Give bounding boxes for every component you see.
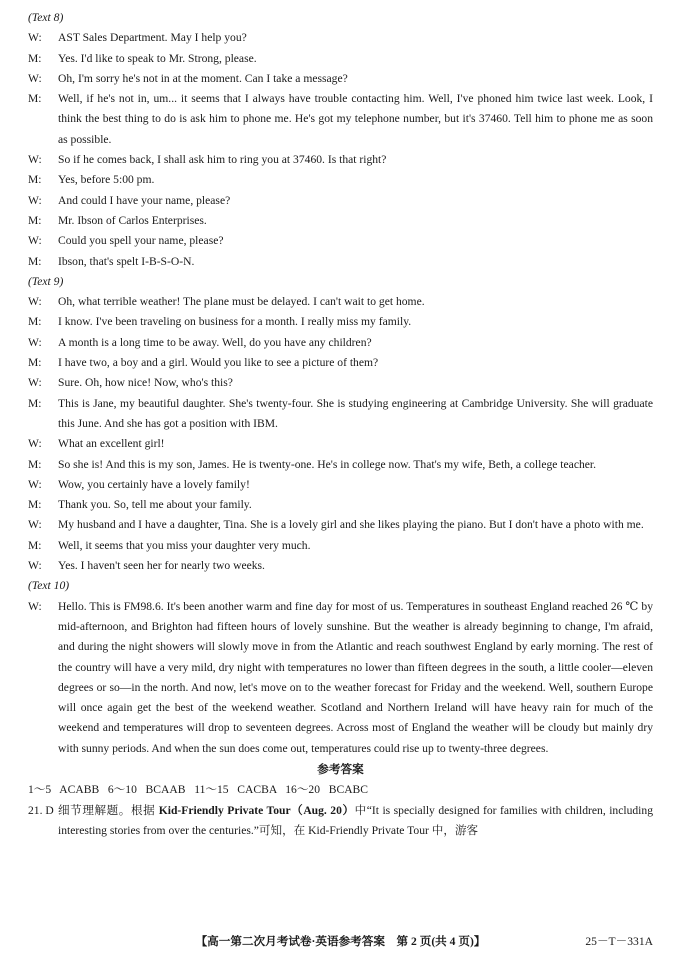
- line-text: I have two, a boy and a girl. Would you like to see a picture of them?: [58, 356, 379, 370]
- speaker-label: W:: [28, 71, 42, 85]
- item-21-text-pre: 细节理解题。根据: [58, 803, 159, 817]
- line-text: Oh, I'm sorry he's not in at the moment. Can I take a message?: [58, 71, 348, 85]
- answers-title: 参考答案: [317, 762, 364, 776]
- dialogue-line: [28, 69, 653, 89]
- dialogue-line: [28, 495, 653, 515]
- speaker-label: W:: [28, 376, 42, 390]
- dialogue-line: [28, 150, 653, 170]
- line-text: Wow, you certainly have a lovely family!: [58, 477, 250, 491]
- speaker-label: W:: [28, 599, 42, 613]
- dialogue-line: [28, 252, 653, 272]
- dialogue-line: [28, 170, 653, 190]
- item-21-text-post: 中“It is specially designed for families with children, including interesting stories from over the centuries.”可知，在 Kid-Friendly Private Tour 中，游客: [58, 803, 653, 837]
- line-text: Yes. I'd like to speak to Mr. Strong, please.: [58, 51, 257, 65]
- dialogue-line: [28, 49, 653, 69]
- speaker-label: M:: [28, 457, 42, 471]
- speaker-label: M:: [28, 498, 42, 512]
- speaker-label: M:: [28, 356, 42, 370]
- speaker-label: W:: [28, 234, 42, 248]
- speaker-label: M:: [28, 396, 42, 410]
- item-21-number: 21. D: [28, 803, 54, 817]
- line-text: Yes. I haven't seen her for nearly two weeks.: [58, 559, 265, 573]
- speaker-label: M:: [28, 213, 42, 227]
- dialogue-line: [28, 28, 653, 48]
- speaker-label: W:: [28, 518, 42, 532]
- dialogue-line: [28, 312, 653, 332]
- answers-section: [28, 760, 653, 841]
- line-text: I know. I've been traveling on business for a month. I really miss my family.: [58, 315, 412, 329]
- line-text: Well, if he's not in, um... it seems that I always have trouble contacting him. Well, I've phoned him twice last week. Look, I think the best thing to do is ask him to phone me. He's got my telephone number, but it's 37460. Tell him to phone me as soon as possible.: [58, 92, 653, 146]
- speaker-label: W:: [28, 559, 42, 573]
- line-text: Hello. This is FM98.6. It's been another warm and fine day for most of us. Temperatures in southeast England reached 26 ℃ by mid-afternoon, and Brighton had fifteen hours of lovely sunshine. But the weather is already beginning to change, I'm afraid, and during the night showers will slowly move in from the Atlantic and reach southwest England by early morning. The rest of the country will have a very mild, dry night with temperatures no lower than fifteen degrees in the south, a little cooler—eleven degrees or so—in the north. And now, let's move on to the weather forecast for Friday and the weekend. Well, southern Europe will once again get the best of the weekend weather. Scotland and Northern Ireland will have heavy rain for much of the weekend and temperatures will drop to seventeen degrees. Across most of England the weather will be cloudy but mainly dry with sunny periods. And when the sun does come out, temperatures could rise up to twenty-three degrees.: [58, 599, 653, 755]
- dialogue-line: [28, 556, 653, 576]
- dialogue-line: [28, 89, 653, 150]
- dialogue-line: [28, 373, 653, 393]
- dialogue-line: [28, 191, 653, 211]
- footer-center: 【高一第二次月考试卷·英语参考答案 第 2 页(共 4 页)】: [195, 935, 486, 948]
- item-21-text-bold: Kid-Friendly Private Tour（Aug. 20）: [158, 803, 355, 817]
- line-text: Mr. Ibson of Carlos Enterprises.: [58, 213, 207, 227]
- text9-dialogue: [28, 292, 653, 576]
- line-text: And could I have your name, please?: [58, 193, 231, 207]
- speaker-label: W:: [28, 477, 42, 491]
- speaker-label: W:: [28, 295, 42, 309]
- dialogue-line: [28, 211, 653, 231]
- dialogue-line: [28, 455, 653, 475]
- dialogue-line: [28, 353, 653, 373]
- answers-row: 1～5 ACABB 6～10 BCAAB 11～15 CACBA 16～20 BCABC: [28, 783, 369, 797]
- text10-monologue: [28, 597, 653, 759]
- speaker-label: W:: [28, 335, 42, 349]
- dialogue-line: [28, 231, 653, 251]
- dialogue-line: [28, 434, 653, 454]
- speaker-label: M:: [28, 92, 42, 106]
- dialogue-line: [28, 536, 653, 556]
- dialogue-line: [28, 333, 653, 353]
- text8-section: [28, 8, 653, 272]
- text10-heading: (Text 10): [28, 579, 70, 593]
- dialogue-line: [28, 597, 653, 759]
- item-21-explanation: [28, 801, 653, 842]
- speaker-label: W:: [28, 193, 42, 207]
- line-text: Well, it seems that you miss your daughter very much.: [58, 538, 311, 552]
- line-text: So she is! And this is my son, James. He is twenty-one. He's in college now. That's my wife, Beth, a college teacher.: [58, 457, 597, 471]
- line-text: A month is a long time to be away. Well, do you have any children?: [58, 335, 372, 349]
- text9-heading: (Text 9): [28, 274, 64, 288]
- speaker-label: W:: [28, 31, 42, 45]
- dialogue-line: [28, 394, 653, 435]
- line-text: This is Jane, my beautiful daughter. She's twenty-four. She is studying engineering at Cambridge University. She will graduate this June. And she has got a position with IBM.: [58, 396, 653, 430]
- line-text: Could you spell your name, please?: [58, 234, 224, 248]
- text8-heading: (Text 8): [28, 11, 64, 24]
- dialogue-line: [28, 515, 653, 535]
- text10-section: [28, 576, 653, 759]
- speaker-label: M:: [28, 254, 42, 268]
- line-text: Yes, before 5:00 pm.: [58, 173, 155, 187]
- text9-section: [28, 272, 653, 576]
- speaker-label: W:: [28, 437, 42, 451]
- line-text: Ibson, that's spelt I-B-S-O-N.: [58, 254, 195, 268]
- line-text: AST Sales Department. May I help you?: [58, 31, 247, 45]
- speaker-label: M:: [28, 51, 42, 65]
- line-text: My husband and I have a daughter, Tina. She is a lovely girl and she likes playing the piano. But I don't have a photo with me.: [58, 518, 644, 532]
- text8-dialogue: [28, 28, 653, 272]
- speaker-label: M:: [28, 173, 42, 187]
- line-text: Oh, what terrible weather! The plane must be delayed. I can't wait to get home.: [58, 295, 425, 309]
- speaker-label: W:: [28, 153, 42, 167]
- footer-code: 25－T－331A: [585, 935, 653, 948]
- dialogue-line: [28, 292, 653, 312]
- line-text: So if he comes back, I shall ask him to ring you at 37460. Is that right?: [58, 153, 387, 167]
- speaker-label: M:: [28, 315, 42, 329]
- line-text: What an excellent girl!: [58, 437, 165, 451]
- dialogue-line: [28, 475, 653, 495]
- line-text: Sure. Oh, how nice! Now, who's this?: [58, 376, 233, 390]
- speaker-label: M:: [28, 538, 42, 552]
- line-text: Thank you. So, tell me about your family.: [58, 498, 252, 512]
